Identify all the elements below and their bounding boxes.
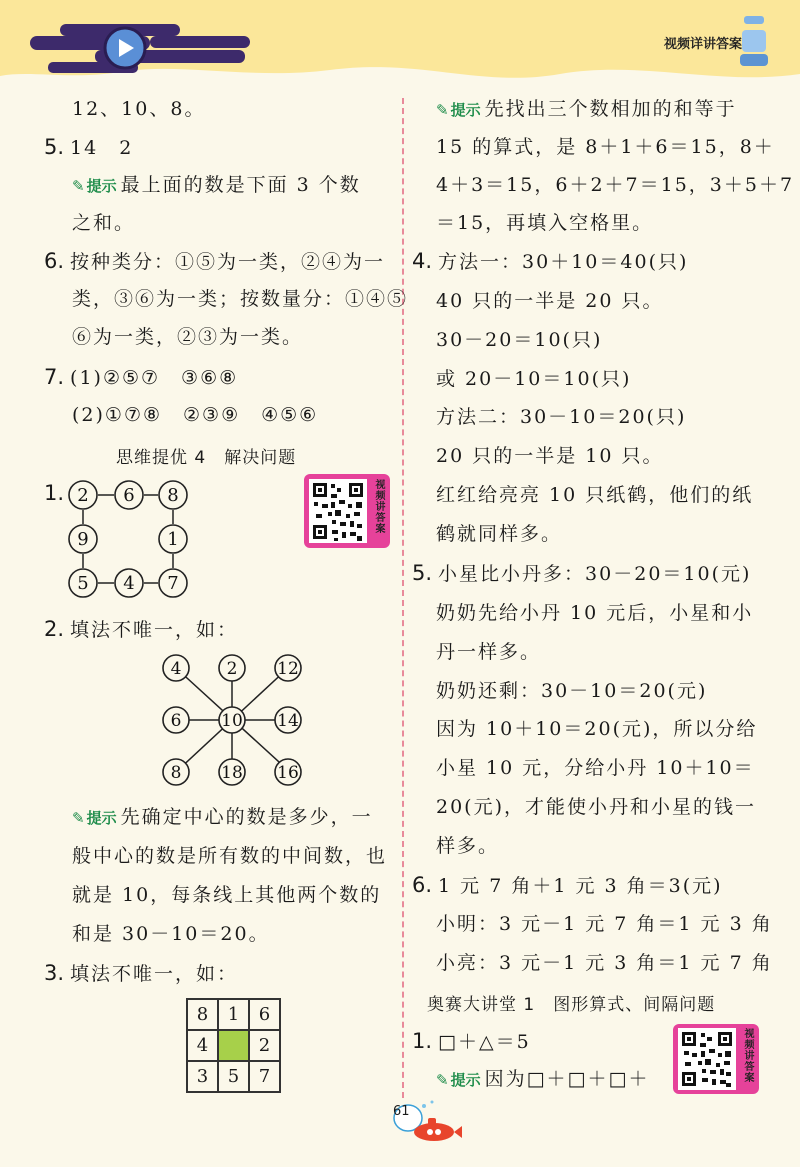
q4-right-f: 20 只的一半是 10 只。 — [436, 445, 664, 467]
q1-text-right: □＋△＝5 — [438, 1031, 531, 1053]
q6-left-b: 类，③⑥为一类；按数量分：①④⑤ — [72, 288, 409, 310]
q5-number: 5. — [44, 135, 65, 159]
node-value: 9 — [77, 529, 89, 550]
section-title-right: 奥赛大讲堂 1 图形算式、间隔问题 — [427, 995, 716, 1015]
q5-answer: 14 2 — [70, 137, 134, 159]
square-diagram — [64, 478, 194, 604]
q5-left — [44, 134, 133, 161]
hint-label: ✎ 提示 — [72, 177, 117, 195]
node-value: 1 — [167, 529, 179, 550]
q5-right-a — [412, 560, 751, 587]
q5-number-right: 5. — [412, 561, 433, 585]
node-value: 8 — [167, 485, 179, 506]
q6-left-a — [44, 248, 385, 275]
q5-right-e: 因为 10＋10＝20(元)，所以分给 — [436, 718, 758, 740]
q1-number: 1. — [44, 481, 65, 505]
q5-right-b: 奶奶先给小丹 10 元后，小星和小 — [436, 602, 754, 624]
node-value: 18 — [221, 763, 243, 783]
node-value: 16 — [277, 763, 299, 783]
play-icon — [105, 28, 145, 68]
node-value: 6 — [123, 485, 135, 506]
grid-cell: 5 — [218, 1061, 249, 1092]
center-value: 10 — [221, 711, 243, 731]
node-value: 12 — [277, 659, 299, 679]
right-hint-text: 先找出三个数相加的和等于 — [484, 98, 737, 120]
grid-cell: 2 — [249, 1030, 280, 1061]
q6-right-a — [412, 872, 723, 899]
node-value: 2 — [226, 659, 238, 679]
q4-right-d: 或 20－10＝10(只) — [436, 368, 632, 390]
q5-right-d: 奶奶还剩：30－10＝20(元) — [436, 680, 708, 702]
node-value: 6 — [170, 711, 182, 731]
q7-number: 7. — [44, 365, 65, 389]
q4-number: 4. — [412, 249, 433, 273]
grid-cell: 1 — [218, 999, 249, 1030]
q3-left — [44, 960, 238, 987]
hint2-text: 先确定中心的数是多少，一 — [120, 806, 373, 828]
star-diagram — [158, 654, 308, 786]
hint2-line-b: 般中心的数是所有数的中间数，也 — [72, 845, 388, 867]
q6-text-a: 按种类分：①⑤为一类，②④为一 — [70, 251, 386, 273]
q5-right-h: 样多。 — [436, 835, 500, 857]
q5-text-a: 小星比小丹多：30－20＝10(元) — [438, 563, 752, 585]
q4-right-b: 40 只的一半是 20 只。 — [436, 290, 664, 312]
q5-right-f: 小星 10 元，分给小丹 10＋10＝ — [436, 757, 755, 779]
node-value: 2 — [77, 485, 89, 506]
q2-text: 填法不唯一，如： — [70, 619, 239, 641]
right-hint-line-b: 15 的算式，是 8＋1＋6＝15，8＋ — [436, 136, 775, 158]
page-number: 61 — [393, 1104, 410, 1119]
header-title: 视频详讲答案 — [664, 37, 743, 52]
grid-cell: 4 — [187, 1030, 218, 1061]
hint-label: ✎ 提示 — [72, 809, 117, 827]
q7-left-a — [44, 364, 238, 391]
q3-text: 填法不唯一，如： — [70, 963, 239, 985]
qr-label-right: 视频讲答案 — [742, 1028, 753, 1083]
q6-text-a-right: 1 元 7 角＋1 元 3 角＝3(元) — [438, 875, 723, 897]
column-divider — [402, 98, 404, 1098]
node-value: 5 — [77, 573, 89, 594]
q4-right-e: 方法二：30－10＝20(只) — [436, 406, 687, 428]
grid-cell: 3 — [187, 1061, 218, 1092]
grid-cell-highlighted — [218, 1030, 249, 1061]
node-value: 4 — [170, 659, 182, 679]
hint1-line-a — [72, 172, 361, 199]
q2-left — [44, 616, 238, 643]
qr-label-left: 视频讲答案 — [373, 479, 384, 534]
q5-right-c: 丹一样多。 — [436, 641, 542, 663]
grid-cell: 7 — [249, 1061, 280, 1092]
right-hint2-line — [436, 1066, 649, 1093]
q7-left-b: (2)①⑦⑧ ②③⑨ ④⑤⑥ — [72, 404, 319, 426]
q4-right-h: 鹤就同样多。 — [436, 523, 563, 545]
hint1-text: 最上面的数是下面 3 个数 — [120, 174, 361, 196]
q6-right-c: 小亮：3 元－1 元 3 角＝1 元 7 角 — [436, 952, 773, 974]
q7-text-a: (1)②⑤⑦ ③⑥⑧ — [70, 367, 239, 389]
q4-right-c: 30－20＝10(只) — [436, 329, 603, 351]
right-hint-line-c: 4＋3＝15，6＋2＋7＝15，3＋5＋7 — [436, 174, 795, 196]
left-line-1: 12、10、8。 — [72, 98, 206, 120]
q6-number-right: 6. — [412, 873, 433, 897]
magic-square-grid — [186, 998, 281, 1093]
hint2-line-d: 和是 30－10＝20。 — [72, 923, 270, 945]
q4-right-a — [412, 248, 688, 275]
right-hint-line-d: ＝15，再填入空格里。 — [436, 212, 654, 234]
hint2-line-a — [72, 804, 373, 831]
node-value: 7 — [167, 573, 179, 594]
hint-label: ✎ 提示 — [436, 1071, 481, 1089]
q3-number: 3. — [44, 961, 65, 985]
grid-cell: 6 — [249, 999, 280, 1030]
q6-number: 6. — [44, 249, 65, 273]
q1-right — [412, 1028, 531, 1055]
grid-cell: 8 — [187, 999, 218, 1030]
node-value: 4 — [123, 573, 135, 594]
q4-text-a: 方法一：30＋10＝40(只) — [438, 251, 689, 273]
q1-number-right: 1. — [412, 1029, 433, 1053]
q4-right-g: 红红给亮亮 10 只纸鹤，他们的纸 — [436, 484, 754, 506]
node-value: 14 — [277, 711, 299, 731]
q6-right-b: 小明：3 元－1 元 7 角＝1 元 3 角 — [436, 913, 773, 935]
q2-number: 2. — [44, 617, 65, 641]
hint2-line-c: 就是 10，每条线上其他两个数的 — [72, 884, 382, 906]
section-title-left: 思维提优 4 解决问题 — [116, 448, 297, 468]
right-hint2-text: 因为□＋□＋□＋ — [484, 1068, 650, 1090]
right-hint-line-a — [436, 96, 737, 123]
node-value: 8 — [170, 763, 182, 783]
hint1-line-b: 之和。 — [72, 212, 136, 234]
q5-right-g: 20(元)，才能使小丹和小星的钱一 — [436, 796, 757, 818]
q6-left-c: ⑥为一类，②③为一类。 — [72, 326, 304, 348]
hint-label: ✎ 提示 — [436, 101, 481, 119]
